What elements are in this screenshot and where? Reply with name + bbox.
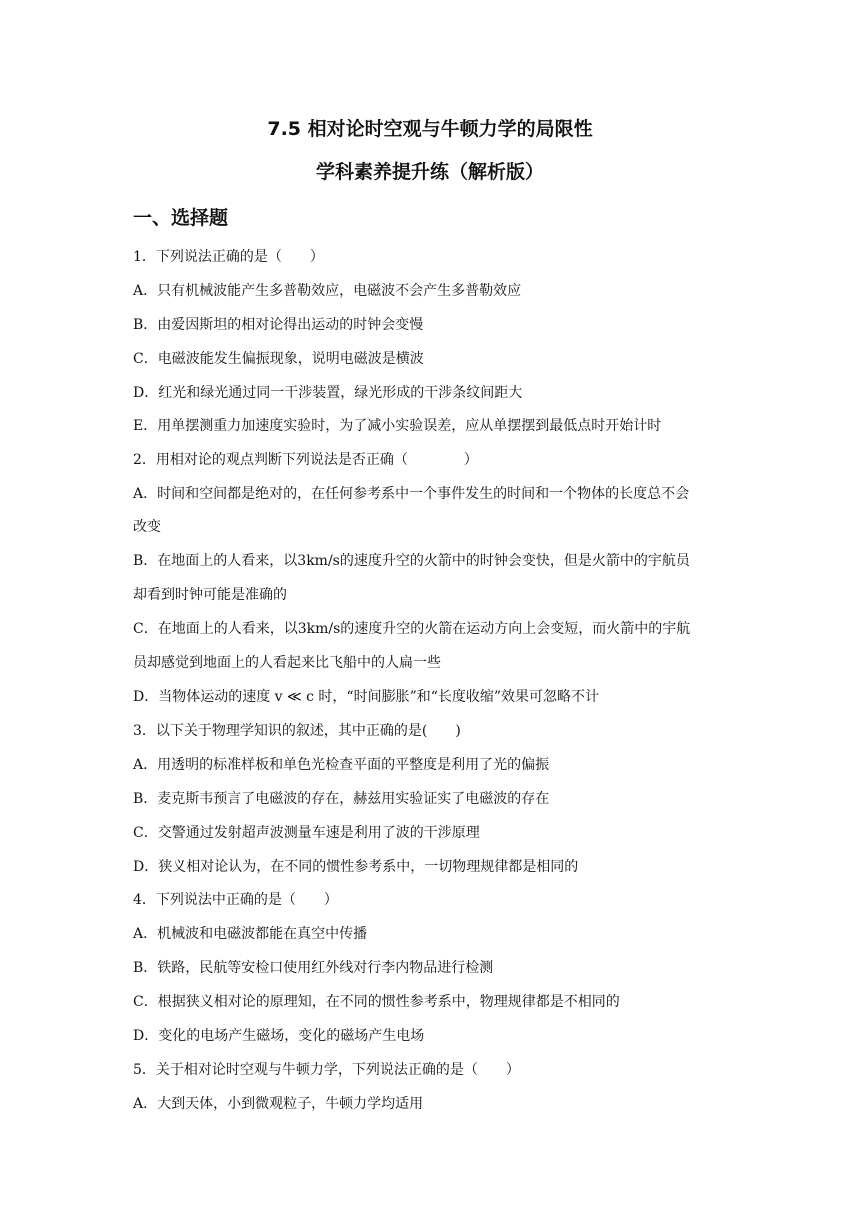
question-option-continued: 员却感觉到地面上的人看起来比飞船中的人扁一些: [133, 655, 441, 671]
question-option: A．用透明的标准样板和单色光检查平面的平整度是利用了光的偏振: [133, 757, 550, 773]
page-title: 7.5 相对论时空观与牛顿力学的局限性: [267, 118, 593, 140]
question-option: A．时间和空间都是绝对的，在任何参考系中一个事件发生的时间和一个物体的长度总不会: [133, 486, 690, 502]
question-option: E．用单摆测重力加速度实验时，为了减小实验误差，应从单摆摆到最低点时开始计时: [133, 418, 662, 434]
question-option: B．在地面上的人看来，以3km/s的速度升空的火箭中的时钟会变快，但是火箭中的宇航员: [133, 553, 690, 569]
question-stem: 5．关于相对论时空观与牛顿力学，下列说法正确的是（ ）: [133, 1062, 520, 1078]
question-stem: 1．下列说法正确的是（ ）: [133, 249, 324, 265]
question-option: A．只有机械波能产生多普勒效应，电磁波不会产生多普勒效应: [133, 283, 522, 299]
question-option: D．变化的电场产生磁场，变化的磁场产生电场: [133, 1028, 425, 1044]
question-stem: 3．以下关于物理学知识的叙述，其中正确的是( ): [133, 723, 461, 739]
question-option: C．在地面上的人看来，以3km/s的速度升空的火箭在运动方向上会变短，而火箭中的宇航: [133, 621, 691, 637]
page-subtitle: 学科素养提升练（解析版）: [315, 161, 544, 183]
question-option: D．当物体运动的速度 v ≪ c 时，“时间膨胀”和“长度收缩”效果可忽略不计: [133, 689, 600, 705]
question-option: A．大到天体，小到微观粒子，牛顿力学均适用: [133, 1096, 424, 1112]
question-option-continued: 改变: [133, 519, 161, 535]
question-option: C．电磁波能发生偏振现象，说明电磁波是横波: [133, 351, 424, 367]
question-option: D．狭义相对论认为，在不同的惯性参考系中，一切物理规律都是相同的: [133, 859, 579, 875]
question-option: A．机械波和电磁波都能在真空中传播: [133, 926, 368, 942]
question-option: C．根据狭义相对论的原理知，在不同的惯性参考系中，物理规律都是不相同的: [133, 994, 620, 1010]
question-option: C．交警通过发射超声波测量车速是利用了波的干涉原理: [133, 825, 480, 841]
question-option: B．麦克斯韦预言了电磁波的存在，赫兹用实验证实了电磁波的存在: [133, 791, 550, 807]
question-stem: 2．用相对论的观点判断下列说法是否正确（ ）: [133, 452, 478, 468]
question-option: B．铁路，民航等安检口使用红外线对行李内物品进行检测: [133, 960, 494, 976]
question-stem: 4．下列说法中正确的是（ ）: [133, 892, 338, 908]
question-option: B．由爱因斯坦的相对论得出运动的时钟会变慢: [133, 317, 424, 333]
question-option-continued: 却看到时钟可能是准确的: [133, 587, 287, 603]
question-option: D．红光和绿光通过同一干涉装置，绿光形成的干涉条纹间距大: [133, 385, 523, 401]
section-heading: 一、选择题: [133, 207, 229, 229]
